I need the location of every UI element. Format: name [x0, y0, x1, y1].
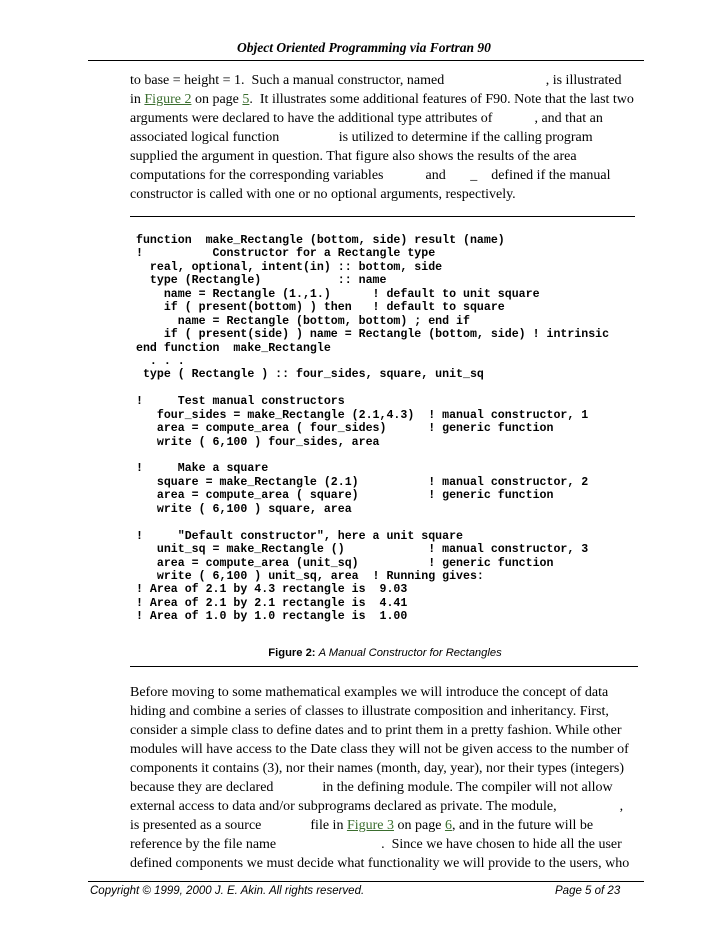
header-rule: [88, 60, 644, 61]
body-line: [130, 816, 640, 835]
body-line: [130, 854, 640, 873]
page-link[interactable]: 5: [242, 92, 250, 107]
code-line: [136, 449, 609, 462]
running-header: Object Oriented Programming via Fortran 90: [237, 40, 491, 55]
body-line: [130, 797, 640, 816]
page-link[interactable]: 6: [444, 818, 452, 833]
intro-line: [130, 109, 640, 128]
body-line: [130, 835, 640, 854]
code-line: ! Area of 2.1 by 4.3 rectangle is 9.03: [136, 583, 408, 597]
body-line: [130, 740, 640, 759]
code-line: write ( 6,100 ) four_sides, area: [136, 435, 380, 449]
code-line: write ( 6,100 ) unit_sq, area ! Running gives:: [136, 569, 484, 583]
code-line: area = compute_area (unit_sq) ! generic function: [136, 556, 554, 570]
code-line: area = compute_area ( four_sides) ! generic function: [136, 422, 554, 436]
code-line: ! Area of 2.1 by 2.1 rectangle is 4.41: [136, 596, 408, 610]
footer-rule: [88, 881, 644, 882]
line-text: modules will have access to the Date class they will not be given access to the number of: [130, 742, 629, 757]
line-text: components it contains (3), nor their names (month, day, year), nor their types (integers): [130, 761, 625, 776]
body-line: [130, 778, 640, 797]
code-line: . . .: [136, 354, 185, 368]
code-line: name = Rectangle (1.,1.) ! default to unit square: [136, 287, 540, 301]
figure-caption: [0, 647, 728, 659]
figure-link[interactable]: Figure 2: [144, 92, 192, 107]
code-line: type ( Rectangle ) :: four_sides, square, unit_sq: [136, 368, 484, 382]
code-line: ! Test manual constructors: [136, 395, 345, 409]
intro-line: [130, 90, 640, 109]
line-text: supplied the argument in question. That figure also shows the results of the area: [130, 149, 577, 164]
line-text: arguments were declared to have the additional type attributes of , and that an: [130, 111, 603, 126]
line-text: , is illustrated: [444, 73, 622, 88]
line-text: in: [130, 92, 145, 107]
code-line: [136, 382, 609, 395]
code-line: [136, 516, 609, 529]
code-line: function make_Rectangle (bottom, side) result (name): [136, 234, 505, 247]
line-text: external access to data and/or subprograms declared as private. The module, ,: [130, 799, 624, 814]
line-text: , and in the future will be: [451, 818, 594, 833]
intro-line: [130, 147, 640, 166]
code-line: if ( present(bottom) ) then ! default to square: [136, 301, 505, 315]
code-line: write ( 6,100 ) square, area: [136, 502, 352, 516]
intro-line: [130, 185, 640, 204]
body-line: [130, 702, 640, 721]
code-line: area = compute_area ( square) ! generic function: [136, 489, 554, 503]
line-text: computations for the corresponding variables and _ defined if the manual: [130, 168, 611, 183]
caption-number: Figure 2:: [268, 647, 316, 659]
code-line: real, optional, intent(in) :: bottom, side: [136, 260, 443, 274]
body-paragraph: [130, 683, 640, 873]
line-text: defined components we must decide what functionality we will provide to the users, who: [130, 856, 630, 871]
line-text: consider a simple class to define dates and to print them in a pretty fashion. While other: [130, 723, 622, 738]
code-line: if ( present(side) ) name = Rectangle (bottom, side) ! intrinsic: [136, 328, 610, 342]
code-line: end function make_Rectangle: [136, 341, 331, 355]
code-line: ! Make a square: [136, 462, 269, 476]
page-number: Page 5 of 23: [555, 885, 621, 897]
code-line: ! "Default constructor", here a unit square: [136, 529, 463, 543]
figure-link[interactable]: Figure 3: [346, 818, 395, 833]
line-text: on page: [394, 818, 445, 833]
line-text: Before moving to some mathematical examples we will introduce the concept of data: [130, 685, 609, 700]
line-text: to base = height = 1. Such a manual constructor, named: [130, 73, 445, 88]
line-text: on page: [191, 92, 243, 107]
code-line: unit_sq = make_Rectangle () ! manual constructor, 3: [136, 543, 589, 557]
line-text: is presented as a source file in: [130, 818, 347, 833]
caption-text: A Manual Constructor for Rectangles: [318, 647, 502, 659]
code-line: square = make_Rectangle (2.1) ! manual constructor, 2: [136, 475, 589, 489]
body-line: [130, 683, 640, 702]
code-line: ! Area of 1.0 by 1.0 rectangle is 1.00: [136, 610, 408, 624]
code-listing: [136, 234, 609, 624]
intro-line: [130, 128, 640, 147]
copyright-notice: Copyright © 1999, 2000 J. E. Akin. All rights reserved.: [90, 885, 365, 897]
intro-line: [130, 71, 640, 90]
line-text: hiding and combine a series of classes to illustrate composition and inheritancy. First,: [130, 704, 609, 719]
body-line: [130, 721, 640, 740]
code-line: ! Constructor for a Rectangle type: [136, 247, 436, 261]
line-text: reference by the file name . Since we have chosen to hide all the user: [130, 837, 622, 852]
line-text: constructor is called with one or no optional arguments, respectively.: [130, 187, 516, 202]
body-line: [130, 759, 640, 778]
intro-line: [130, 166, 640, 185]
line-text: because they are declared in the defining module. The compiler will not allow: [130, 780, 613, 795]
code-line: name = Rectangle (bottom, bottom) ; end if: [136, 314, 470, 328]
figure-bottom-rule: [130, 666, 638, 667]
line-text: . It illustrates some additional features of F90. Note that the last two: [249, 92, 634, 107]
line-text: associated logical function is utilized to determine if the calling program: [130, 130, 593, 145]
intro-paragraph: [130, 71, 640, 204]
figure-top-rule: [130, 216, 635, 217]
code-line: four_sides = make_Rectangle (2.1,4.3) ! manual constructor, 1: [136, 408, 589, 422]
code-line: type (Rectangle) :: name: [136, 274, 387, 288]
